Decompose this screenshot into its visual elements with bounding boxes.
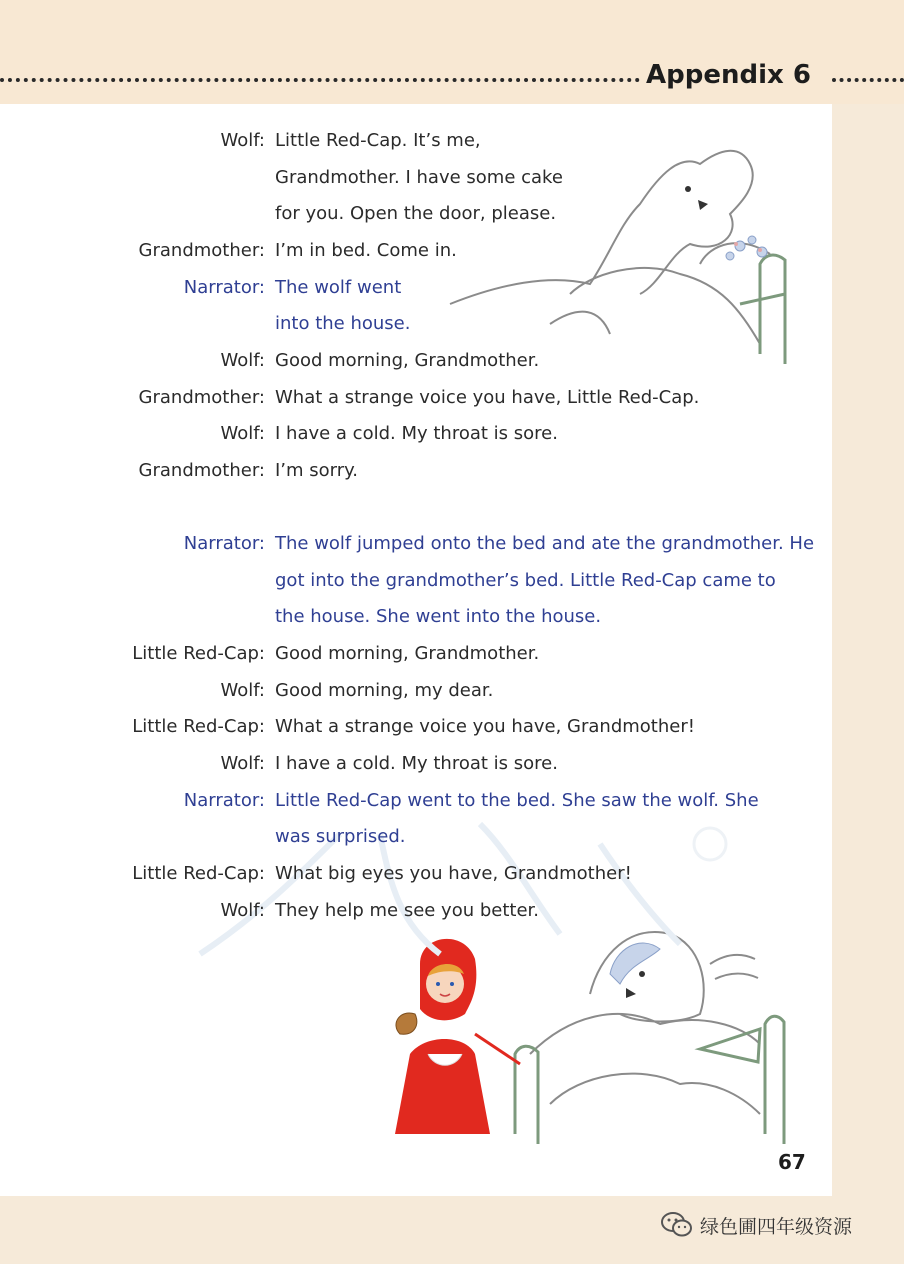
- speaker-label: Grandmother:: [138, 387, 265, 408]
- speech-text: I have a cold. My throat is sore.: [275, 753, 558, 774]
- speech-text: Little Red-Cap. It’s me,: [275, 130, 481, 151]
- narrator-line: [0, 602, 830, 632]
- speech-text: into the house.: [275, 313, 411, 334]
- script-line: [0, 199, 830, 229]
- speech-text: the house. She went into the house.: [275, 606, 602, 627]
- speech-text: Good morning, Grandmother.: [275, 643, 540, 664]
- narrator-line: [0, 273, 830, 303]
- narrator-line: [0, 822, 830, 852]
- speech-text: Little Red-Cap went to the bed. She saw the wolf. She: [275, 790, 759, 811]
- script-line: [0, 163, 830, 193]
- narrator-line: [0, 786, 830, 816]
- speech-text: got into the grandmother’s bed. Little Red-Cap came to: [275, 570, 776, 591]
- speaker-label: Wolf:: [220, 350, 265, 371]
- speech-text: was surprised.: [275, 826, 406, 847]
- speaker-label: Little Red-Cap:: [132, 716, 265, 737]
- page-number: 67: [778, 1150, 806, 1174]
- speech-text: They help me see you better.: [275, 900, 540, 921]
- speaker-label: Little Red-Cap:: [132, 643, 265, 664]
- speech-text: What a strange voice you have, Grandmother!: [275, 716, 695, 737]
- script-line: [0, 456, 830, 486]
- speaker-label: Little Red-Cap:: [132, 863, 265, 884]
- speech-text: for you. Open the door, please.: [275, 203, 557, 224]
- speech-text: I’m sorry.: [275, 460, 358, 481]
- page-title: Appendix 6: [646, 60, 811, 90]
- script-line: [0, 383, 830, 413]
- speaker-label: Wolf:: [220, 753, 265, 774]
- speech-text: What a strange voice you have, Little Red-Cap.: [275, 387, 700, 408]
- script-line: [0, 896, 830, 926]
- narrator-line: [0, 529, 830, 559]
- speech-text: The wolf jumped onto the bed and ate the grandmother. He: [275, 533, 815, 554]
- script-line: [0, 236, 830, 266]
- speaker-label: Wolf:: [220, 423, 265, 444]
- script-line: [0, 712, 830, 742]
- speech-text: Grandmother. I have some cake: [275, 167, 563, 188]
- watermark-text: 绿色圃四年级资源: [700, 1215, 853, 1238]
- speech-text: What big eyes you have, Grandmother!: [275, 863, 632, 884]
- speaker-label: Narrator:: [183, 790, 265, 811]
- speech-text: The wolf went: [275, 277, 402, 298]
- script-line: [0, 419, 830, 449]
- wechat-watermark: [660, 1208, 852, 1242]
- speaker-label: Wolf:: [220, 900, 265, 921]
- speaker-label: Grandmother:: [138, 460, 265, 481]
- speech-text: Good morning, my dear.: [275, 680, 494, 701]
- wechat-icon: [660, 1210, 694, 1240]
- speaker-label: Wolf:: [220, 680, 265, 701]
- script-line: [0, 676, 830, 706]
- page-body: [0, 104, 832, 1196]
- script-line: [0, 639, 830, 669]
- speech-text: I have a cold. My throat is sore.: [275, 423, 558, 444]
- dotted-rule-right: [832, 78, 904, 82]
- narrator-line: [0, 309, 830, 339]
- speech-text: Good morning, Grandmother.: [275, 350, 540, 371]
- speaker-label: Narrator:: [183, 533, 265, 554]
- script-line: [0, 859, 830, 889]
- speaker-label: Wolf:: [220, 130, 265, 151]
- speaker-label: Narrator:: [183, 277, 265, 298]
- narrator-line: [0, 566, 830, 596]
- dotted-rule-left: [0, 78, 640, 82]
- speech-text: I’m in bed. Come in.: [275, 240, 457, 261]
- script-line: [0, 749, 830, 779]
- script-line: [0, 126, 830, 156]
- script-line: [0, 346, 830, 376]
- speaker-label: Grandmother:: [138, 240, 265, 261]
